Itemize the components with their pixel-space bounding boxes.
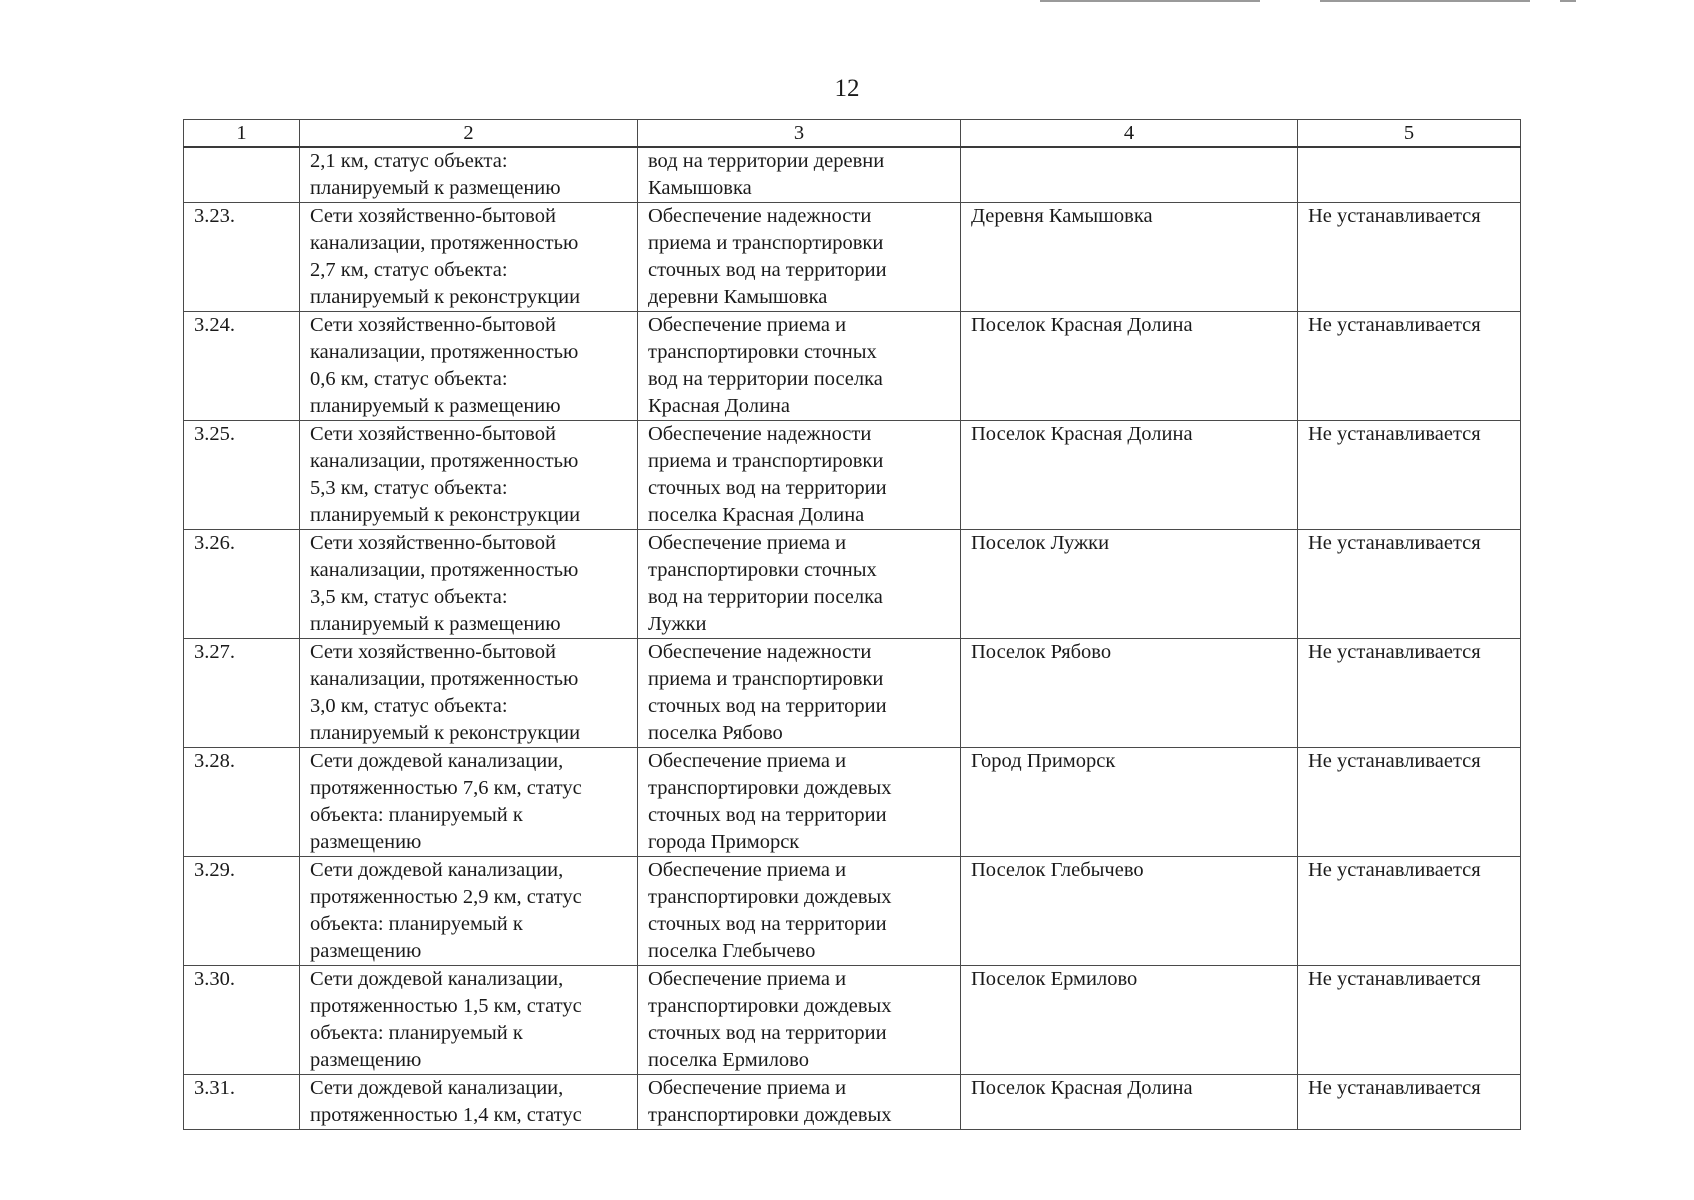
cell-line: сточных вод на территории — [648, 477, 887, 499]
row-number-cell: 3.31. — [184, 1075, 300, 1130]
cell-line: транспортировки сточных — [648, 559, 877, 581]
cell-line: Обеспечение приема и — [648, 750, 847, 772]
header-cell-1: 1 — [184, 120, 300, 148]
scan-artifact — [1560, 0, 1576, 2]
cell-line: Обеспечение надежности — [648, 205, 872, 227]
cell-line: транспортировки дождевых — [648, 777, 892, 799]
table-row — [184, 203, 1521, 312]
continuation-zone-cell — [1298, 147, 1521, 203]
cell-line: планируемый к реконструкции — [310, 286, 581, 308]
continuation-num-cell — [184, 147, 300, 203]
cell-line: Сети хозяйственно-бытовой — [310, 532, 556, 554]
object-purpose-cell — [638, 312, 961, 421]
cell-line: Сети дождевой канализации, — [310, 968, 564, 990]
cell-line: вод на территории деревни — [648, 150, 885, 172]
object-description-cell — [300, 421, 638, 530]
row-number-cell: 3.27. — [184, 639, 300, 748]
cell-line: размещению — [310, 1049, 422, 1071]
object-purpose-cell — [638, 1075, 961, 1130]
object-purpose-cell — [638, 203, 961, 312]
cell-line: канализации, протяженностью — [310, 450, 579, 472]
cell-line: Обеспечение надежности — [648, 423, 872, 445]
cell-line: Обеспечение надежности — [648, 641, 872, 663]
object-purpose-cell — [638, 966, 961, 1075]
continuation-purpose-cell — [638, 147, 961, 203]
cell-line: канализации, протяженностью — [310, 559, 579, 581]
table-row — [184, 857, 1521, 966]
cell-line: объекта: планируемый к — [310, 913, 523, 935]
table-body — [184, 120, 1521, 1130]
cell-line: размещению — [310, 831, 422, 853]
cell-line: Обеспечение приема и — [648, 314, 847, 336]
continuation-row — [184, 147, 1521, 203]
cell-line: Сети дождевой канализации, — [310, 1077, 564, 1099]
object-description-cell — [300, 857, 638, 966]
cell-line: приема и транспортировки — [648, 668, 884, 690]
row-number-cell: 3.28. — [184, 748, 300, 857]
cell-line: поселка Глебычево — [648, 940, 816, 962]
cell-line: размещению — [310, 940, 422, 962]
object-description-cell — [300, 748, 638, 857]
table-row — [184, 639, 1521, 748]
zone-cell: Не устанавливается — [1298, 530, 1521, 639]
continuation-location-cell — [961, 147, 1298, 203]
table-row — [184, 1075, 1521, 1130]
cell-line: вод на территории поселка — [648, 368, 883, 390]
cell-line: Камышовка — [648, 177, 752, 199]
cell-line: деревни Камышовка — [648, 286, 828, 308]
cell-line: Сети дождевой канализации, — [310, 750, 564, 772]
cell-line: Обеспечение приема и — [648, 532, 847, 554]
cell-line: транспортировки дождевых — [648, 1104, 892, 1126]
scan-artifact — [1320, 0, 1530, 2]
object-description-cell — [300, 639, 638, 748]
cell-line: Сети хозяйственно-бытовой — [310, 314, 556, 336]
cell-line: 3,5 км, статус объекта: — [310, 586, 508, 608]
cell-line: Обеспечение приема и — [648, 1077, 847, 1099]
object-description-cell — [300, 966, 638, 1075]
row-number-cell: 3.29. — [184, 857, 300, 966]
header-cell-5: 5 — [1298, 120, 1521, 148]
zone-cell: Не устанавливается — [1298, 639, 1521, 748]
cell-line: транспортировки сточных — [648, 341, 877, 363]
cell-line: сточных вод на территории — [648, 695, 887, 717]
location-cell: Поселок Лужки — [961, 530, 1298, 639]
cell-line: канализации, протяженностью — [310, 232, 579, 254]
cell-line: сточных вод на территории — [648, 913, 887, 935]
cell-line: транспортировки дождевых — [648, 886, 892, 908]
cell-line: 2,7 км, статус объекта: — [310, 259, 508, 281]
cell-line: планируемый к размещению — [310, 177, 561, 199]
table-row — [184, 530, 1521, 639]
table-row — [184, 748, 1521, 857]
object-purpose-cell — [638, 857, 961, 966]
object-description-cell — [300, 312, 638, 421]
cell-line: сточных вод на территории — [648, 804, 887, 826]
cell-line: планируемый к реконструкции — [310, 504, 581, 526]
header-cell-2: 2 — [300, 120, 638, 148]
cell-line: протяженностью 2,9 км, статус — [310, 886, 582, 908]
continuation-description-cell — [300, 147, 638, 203]
header-cell-3: 3 — [638, 120, 961, 148]
zone-cell: Не устанавливается — [1298, 421, 1521, 530]
cell-line: Сети хозяйственно-бытовой — [310, 205, 556, 227]
row-number-cell: 3.23. — [184, 203, 300, 312]
object-description-cell — [300, 1075, 638, 1130]
cell-line: транспортировки дождевых — [648, 995, 892, 1017]
cell-line: протяженностью 1,5 км, статус — [310, 995, 582, 1017]
zone-cell: Не устанавливается — [1298, 966, 1521, 1075]
object-purpose-cell — [638, 421, 961, 530]
cell-line: планируемый к реконструкции — [310, 722, 581, 744]
cell-line: 5,3 км, статус объекта: — [310, 477, 508, 499]
cell-line: Сети хозяйственно-бытовой — [310, 423, 556, 445]
cell-line: Лужки — [648, 613, 707, 635]
cell-line: 3,0 км, статус объекта: — [310, 695, 508, 717]
cell-line: протяженностью 1,4 км, статус — [310, 1104, 582, 1126]
cell-line: города Приморск — [648, 831, 800, 853]
cell-line: объекта: планируемый к — [310, 804, 523, 826]
table-row — [184, 966, 1521, 1075]
location-cell: Поселок Рябово — [961, 639, 1298, 748]
cell-line: 2,1 км, статус объекта: — [310, 150, 508, 172]
row-number-cell: 3.25. — [184, 421, 300, 530]
object-description-cell — [300, 530, 638, 639]
scan-artifact — [1040, 0, 1260, 2]
cell-line: Сети дождевой канализации, — [310, 859, 564, 881]
zone-cell: Не устанавливается — [1298, 857, 1521, 966]
zone-cell: Не устанавливается — [1298, 312, 1521, 421]
table-header-row — [184, 120, 1521, 148]
table-row — [184, 312, 1521, 421]
location-cell: Деревня Камышовка — [961, 203, 1298, 312]
cell-line: Обеспечение приема и — [648, 968, 847, 990]
cell-line: приема и транспортировки — [648, 450, 884, 472]
object-purpose-cell — [638, 639, 961, 748]
cell-line: поселка Рябово — [648, 722, 783, 744]
row-number-cell: 3.26. — [184, 530, 300, 639]
object-description-cell — [300, 203, 638, 312]
page-number: 12 — [834, 75, 860, 102]
cell-line: канализации, протяженностью — [310, 668, 579, 690]
cell-line: 0,6 км, статус объекта: — [310, 368, 508, 390]
cell-line: планируемый к размещению — [310, 395, 561, 417]
document-table — [183, 119, 1521, 1130]
location-cell: Поселок Красная Долина — [961, 1075, 1298, 1130]
location-cell: Поселок Красная Долина — [961, 421, 1298, 530]
cell-line: планируемый к размещению — [310, 613, 561, 635]
cell-line: Сети хозяйственно-бытовой — [310, 641, 556, 663]
location-cell: Город Приморск — [961, 748, 1298, 857]
row-number-cell: 3.24. — [184, 312, 300, 421]
row-number-cell: 3.30. — [184, 966, 300, 1075]
cell-line: протяженностью 7,6 км, статус — [310, 777, 582, 799]
cell-line: сточных вод на территории — [648, 1022, 887, 1044]
table-row — [184, 421, 1521, 530]
cell-line: сточных вод на территории — [648, 259, 887, 281]
object-purpose-cell — [638, 530, 961, 639]
zone-cell: Не устанавливается — [1298, 1075, 1521, 1130]
location-cell: Поселок Глебычево — [961, 857, 1298, 966]
cell-line: Обеспечение приема и — [648, 859, 847, 881]
location-cell: Поселок Красная Долина — [961, 312, 1298, 421]
cell-line: вод на территории поселка — [648, 586, 883, 608]
zone-cell: Не устанавливается — [1298, 748, 1521, 857]
zone-cell: Не устанавливается — [1298, 203, 1521, 312]
location-cell: Поселок Ермилово — [961, 966, 1298, 1075]
cell-line: объекта: планируемый к — [310, 1022, 523, 1044]
object-purpose-cell — [638, 748, 961, 857]
cell-line: поселка Ермилово — [648, 1049, 809, 1071]
cell-line: поселка Красная Долина — [648, 504, 865, 526]
cell-line: канализации, протяженностью — [310, 341, 579, 363]
header-cell-4: 4 — [961, 120, 1298, 148]
cell-line: приема и транспортировки — [648, 232, 884, 254]
cell-line: Красная Долина — [648, 395, 790, 417]
